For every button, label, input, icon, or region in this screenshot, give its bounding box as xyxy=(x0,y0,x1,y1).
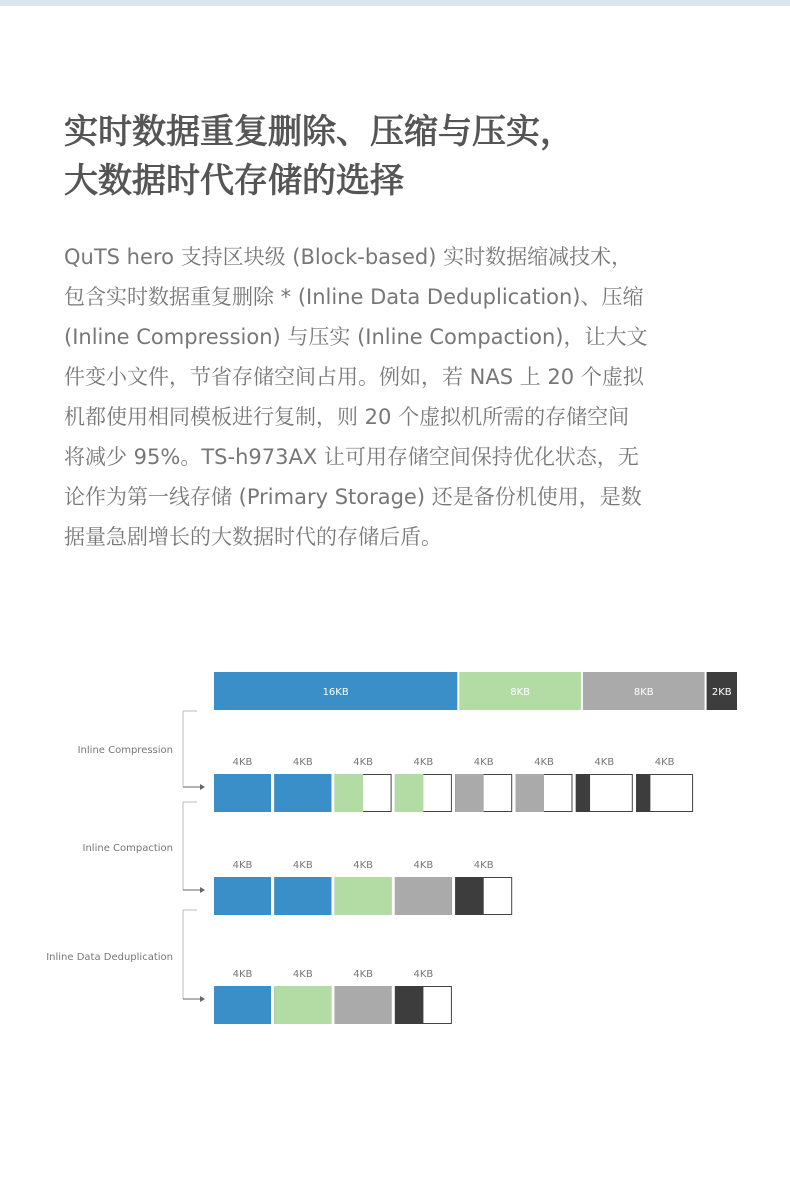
stage-3-block-fill-2 xyxy=(274,986,331,1024)
stage-arrow-head-3 xyxy=(200,996,205,1002)
stage-2-block-fill-1 xyxy=(214,877,271,915)
stage-1-block-label-5: 4KB xyxy=(473,757,494,768)
stage-2-block-fill-5 xyxy=(455,877,484,915)
stage-2-block-fill-2 xyxy=(274,877,331,915)
stage-1-block-fill-2 xyxy=(274,774,331,812)
source-segment-label-3: 8KB xyxy=(633,687,654,698)
title-line-1: 实时数据重复删除、压缩与压实， xyxy=(64,112,574,152)
stage-1-block-fill-4 xyxy=(395,774,424,812)
body-paragraph xyxy=(64,237,734,557)
body-line-1: QuTS hero 支持区块级 (Block-based) 实时数据缩减技术， xyxy=(64,245,633,269)
body-line-2: 包含实时数据重复删除 * (Inline Data Deduplication)、压缩 xyxy=(64,285,644,309)
stage-1-block-fill-5 xyxy=(455,774,484,812)
stage-arrow-head-2 xyxy=(200,887,205,893)
body-line-3: (Inline Compression) 与压实 (Inline Compaction)，让大文 xyxy=(64,325,648,349)
stage-2-block-label-3: 4KB xyxy=(353,860,373,871)
body-line-7: 论作为第一线存储 (Primary Storage) 还是备份机使用，是数 xyxy=(64,485,642,509)
stage-1-block-fill-6 xyxy=(516,774,545,812)
stage-arrow-head-1 xyxy=(200,784,205,790)
stage-2-block-label-4: 4KB xyxy=(413,860,434,871)
stage-3-block-label-1: 4KB xyxy=(232,969,253,980)
data-reduction-diagram xyxy=(0,640,790,1060)
diagram-canvas xyxy=(0,640,790,1060)
top-accent-bar xyxy=(0,0,790,6)
stage-2-block-label-1: 4KB xyxy=(232,860,253,871)
stage-1-block-label-3: 4KB xyxy=(353,757,373,768)
stage-3-block-fill-4 xyxy=(395,986,424,1024)
stage-3-block-label-2: 4KB xyxy=(292,969,313,980)
stage-label-2: Inline Compaction xyxy=(82,843,173,854)
source-segment-label-1: 16KB xyxy=(322,687,349,698)
source-segment-label-2: 8KB xyxy=(510,687,531,698)
stage-1-block-label-2: 4KB xyxy=(292,757,313,768)
source-segment-label-4: 2KB xyxy=(711,687,732,698)
stage-2-block-label-2: 4KB xyxy=(292,860,313,871)
stage-3-block-label-3: 4KB xyxy=(353,969,373,980)
body-line-5: 机都使用相同模板进行复制，则 20 个虚拟机所需的存储空间 xyxy=(64,405,630,429)
stage-1-block-fill-7 xyxy=(576,774,590,812)
stage-1-block-label-8: 4KB xyxy=(654,757,675,768)
stage-1-block-label-1: 4KB xyxy=(232,757,253,768)
stage-1-block-fill-1 xyxy=(214,774,271,812)
stage-label-3: Inline Data Deduplication xyxy=(46,952,173,963)
body-line-8: 据量急剧增长的大数据时代的存储后盾。 xyxy=(64,525,442,549)
stage-1-block-fill-3 xyxy=(335,774,364,812)
stage-1-block-label-7: 4KB xyxy=(594,757,615,768)
body-line-4: 件变小文件，节省存储空间占用。例如，若 NAS 上 20 个虚拟 xyxy=(64,365,644,389)
stage-label-1: Inline Compression xyxy=(77,745,173,756)
stage-1-block-label-6: 4KB xyxy=(534,757,554,768)
stage-2-block-fill-3 xyxy=(335,877,392,915)
stage-3-block-fill-3 xyxy=(335,986,392,1024)
body-line-6: 将减少 95%。TS-h973AX 让可用存储空间保持优化状态，无 xyxy=(64,445,639,469)
page-title xyxy=(64,108,744,206)
stage-2-block-label-5: 4KB xyxy=(473,860,494,871)
stage-3-block-label-4: 4KB xyxy=(413,969,434,980)
title-line-2: 大数据时代存储的选择 xyxy=(64,161,404,201)
stage-1-block-label-4: 4KB xyxy=(413,757,434,768)
stage-3-block-fill-1 xyxy=(214,986,271,1024)
stage-2-block-fill-4 xyxy=(395,877,452,915)
stage-1-block-fill-8 xyxy=(636,774,650,812)
